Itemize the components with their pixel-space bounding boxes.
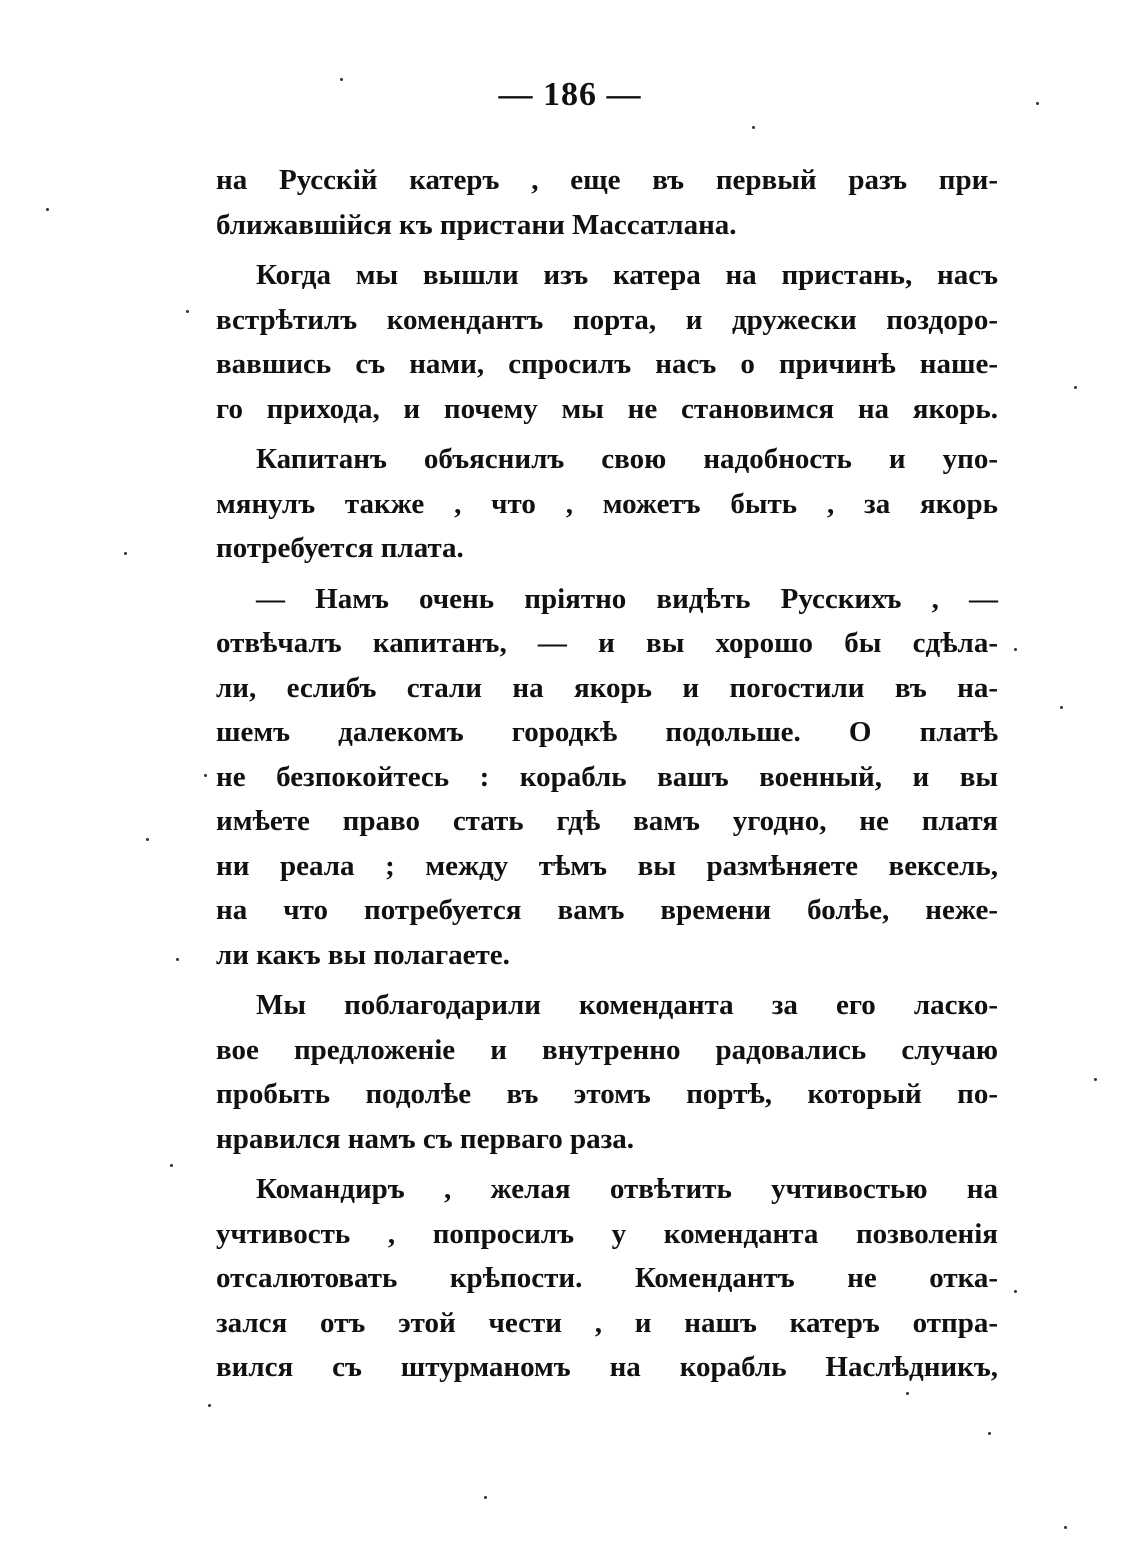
text-line: имѣете право стать гдѣ вамъ угодно, не платя (216, 805, 998, 837)
text-line: на что потребуется вамъ времени болѣе, неже- (216, 894, 998, 926)
text-line: пробыть подолѣе въ этомъ портѣ, который по- (216, 1078, 998, 1110)
scan-speck (146, 838, 149, 841)
text-line: отсалютовать крѣпости. Комендантъ не отка- (216, 1262, 998, 1294)
paragraph (216, 1167, 998, 1390)
text-line: — Намъ очень пріятно видѣть Русскихъ , — (256, 582, 998, 615)
paragraph (216, 983, 998, 1161)
scan-speck (1036, 102, 1039, 105)
body-text (216, 158, 998, 1390)
text-line: потребуется плата. (216, 532, 464, 564)
scan-speck (46, 208, 49, 211)
text-line: Командиръ , желая отвѣтить учтивостью на (256, 1173, 998, 1205)
text-line: Мы поблагодарили коменданта за его ласко- (256, 989, 998, 1021)
text-line: го прихода, и почему мы не становимся на якорь. (216, 392, 998, 425)
scan-speck (1094, 1078, 1097, 1081)
page-number: — 186 — (498, 76, 642, 113)
scan-speck (124, 552, 127, 555)
text-line: не безпокойтесь : корабль вашъ военный, и вы (216, 760, 998, 793)
text-line: вился съ штурманомъ на корабль Наслѣдникъ, (216, 1351, 998, 1383)
text-line: ни реала ; между тѣмъ вы размѣняете вексель, (216, 849, 998, 882)
paragraph (216, 437, 998, 571)
text-line: вавшись съ нами, спросилъ насъ о причинѣ наше- (216, 348, 998, 380)
text-line: ближавшійся къ пристани Массатлана. (216, 208, 737, 241)
text-line: Капитанъ объяснилъ свою надобность и упо- (256, 443, 998, 475)
text-line: ли, еслибъ стали на якорь и погостили въ на- (216, 671, 998, 704)
paragraph (216, 158, 998, 247)
scan-speck (1064, 1526, 1067, 1529)
scan-speck (1060, 706, 1063, 709)
text-line: отвѣчалъ капитанъ, — и вы хорошо бы сдѣла- (216, 627, 998, 659)
scan-speck (170, 1164, 173, 1167)
scan-speck (340, 78, 343, 81)
paragraph (216, 577, 998, 978)
text-line: нравился намъ съ перваго раза. (216, 1122, 635, 1155)
scan-speck (1014, 1290, 1017, 1293)
scan-speck (186, 310, 189, 313)
scan-speck (208, 1404, 211, 1407)
scan-speck (484, 1496, 487, 1499)
text-line: ли какъ вы полагаете. (216, 938, 510, 971)
text-line: встрѣтилъ комендантъ порта, и дружески поздоро- (216, 303, 998, 336)
text-line: зался отъ этой чести , и нашъ катеръ отпра- (216, 1306, 998, 1339)
scan-speck (988, 1432, 991, 1435)
scan-speck (906, 1392, 909, 1395)
scan-speck (752, 126, 755, 129)
text-line: на Русскій катеръ , еще въ первый разъ при- (216, 164, 998, 196)
text-line: шемъ далекомъ городкѣ подольше. О платѣ (216, 716, 998, 748)
scan-speck (1014, 648, 1017, 651)
text-line: Когда мы вышли изъ катера на пристань, насъ (256, 259, 998, 291)
text-line: учтивость , попросилъ у коменданта позволенія (216, 1217, 998, 1250)
scan-speck (204, 774, 207, 777)
scan-speck (176, 958, 179, 961)
scan-speck (1074, 386, 1077, 389)
text-line: мянулъ также , что , можетъ быть , за якорь (216, 487, 998, 520)
paragraph (216, 253, 998, 431)
text-line: вое предложеніе и внутренно радовались случаю (216, 1033, 998, 1066)
